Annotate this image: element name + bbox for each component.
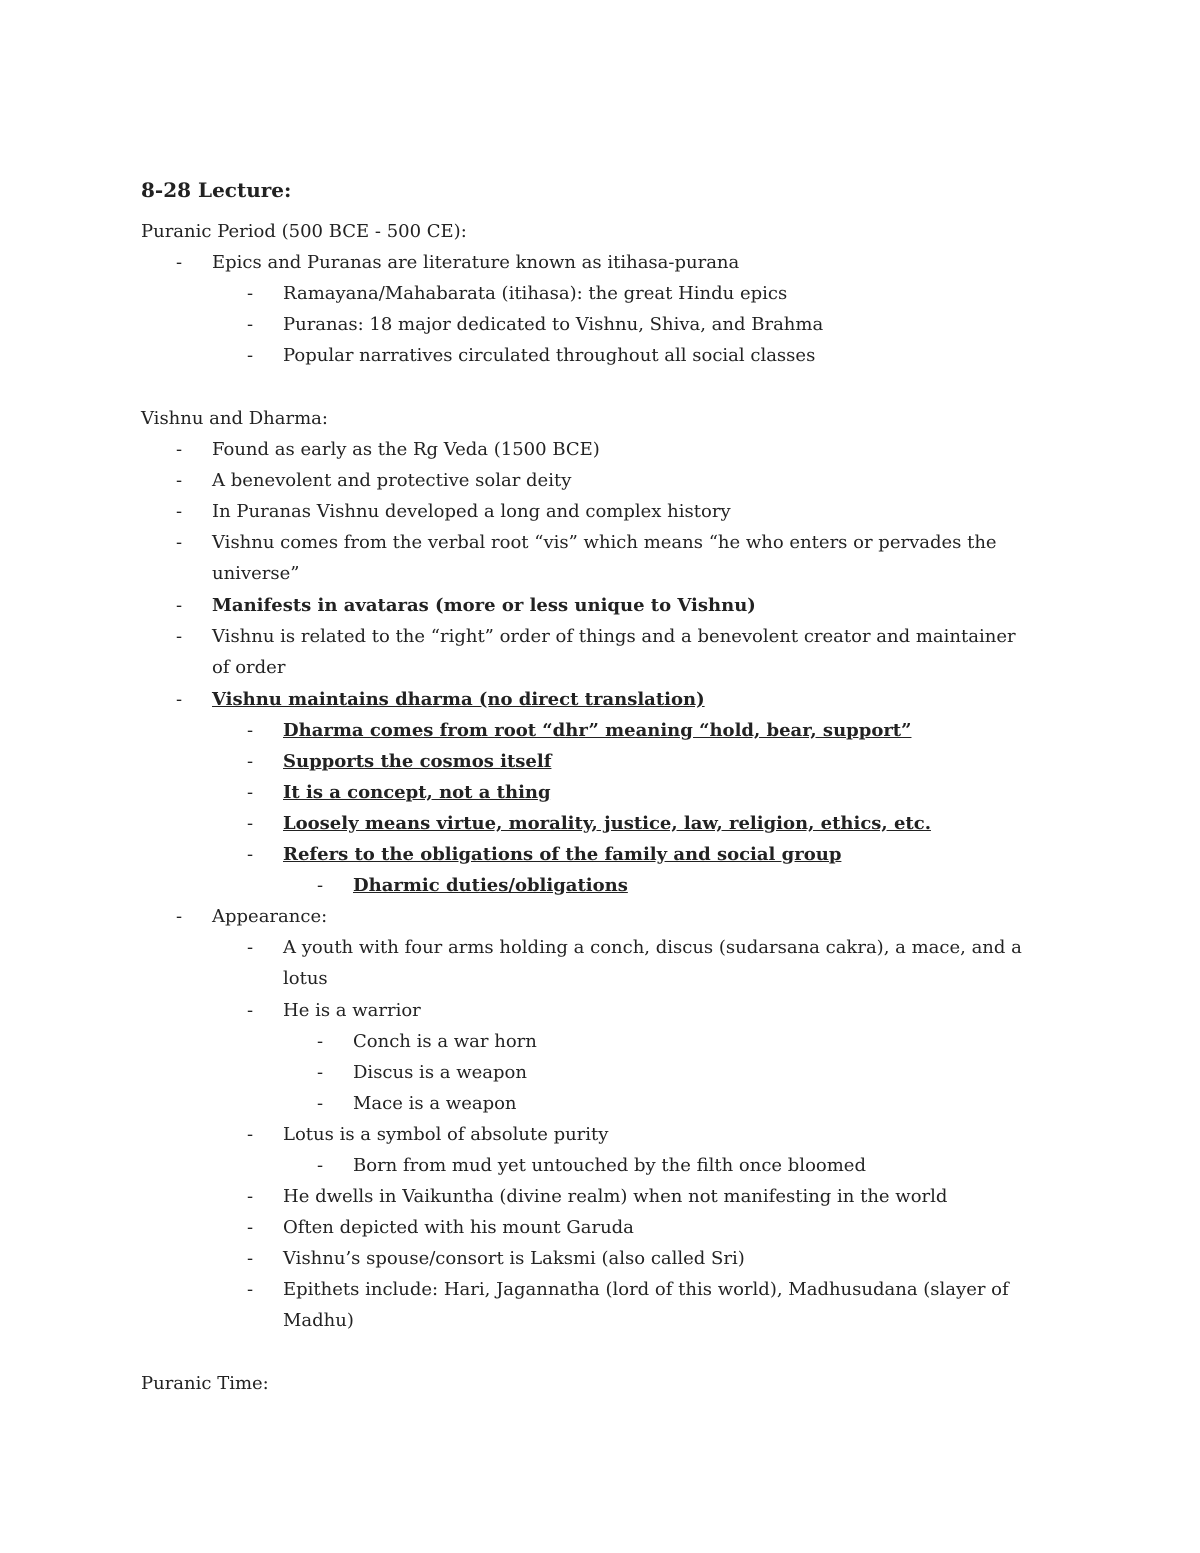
bullet-dash: - — [176, 439, 183, 460]
bullet-dash: - — [176, 470, 183, 491]
section-heading-vishnu-dharma: Vishnu and Dharma: — [141, 408, 328, 429]
bullet-dash: - — [247, 314, 254, 335]
bullet-dash: - — [247, 345, 254, 366]
bullet-dash: - — [247, 1248, 254, 1269]
bullet-dash: - — [247, 1000, 254, 1021]
bullet-dash: - — [176, 252, 183, 273]
bullet-dash: - — [247, 1186, 254, 1207]
bullet-dash: - — [247, 844, 254, 865]
bullet-dash: - — [317, 1062, 324, 1083]
bullet-dash: - — [317, 1093, 324, 1114]
bullet-dash: - — [247, 937, 254, 958]
bullet-dash: - — [247, 782, 254, 803]
bullet-dash: - — [247, 720, 254, 741]
section-heading-puranic-time: Puranic Time: — [141, 1373, 269, 1394]
bullet-dash: - — [176, 501, 183, 522]
bullet-dash: - — [317, 1155, 324, 1176]
bullet-dash: - — [247, 751, 254, 772]
bullet-dash: - — [247, 813, 254, 834]
lecture-title: 8-28 Lecture: — [141, 178, 292, 202]
document-page: 8-28 Lecture: Puranic Period (500 BCE - 500 CE): - Epics and Puranas are literature known as itihasa-purana - Ramayana/Mahabarata (itihasa): the great Hindu epics - Puranas: 18 major dedicated to Vishnu, Shiva, and Brahma - Popular narratives circulated throughout all social classes Vishnu and Dharma: - Found as early as the Rg Veda (1500 BCE) - A benevolent and protective solar deity - In Puranas Vishnu developed a long and complex history - Vishnu comes from the verbal root “vis” which means “he who enters or pervades the universe” - Manifests in avataras (more or less unique to Vishnu) - Vishnu is related to the “right” order of things and a benevolent creator and maintainer of order - Vishnu maintains dharma (no direct translation) - Dharma comes from root “dhr” meaning “hold, bear, support” - Supports the cosmos itself - It is a concept, not a thing - Loosely means virtue, morality, justice, law, religion, ethics, etc. - Refers to the obligations of the family and social group - Dharmic duties/obligations - Appearance: - A youth with four arms holding a conch, discus (sudarsana cakra), a mace, and a lotus - He is a warrior - Conch is a war horn - Discus is a weapon - Mace is a weapon - Lotus is a symbol of absolute purity - Born from mud yet untouched by the filth once bloomed - He dwells in Vaikuntha (divine realm) when not manifesting in the world - Often depicted with his mount Garuda - Vishnu’s spouse/consort is Laksmi (also called Sri) - Epithets include: Hari, Jagannatha (lord of this world), Madhusudana (slayer of Madhu) Puranic Time: — [0, 0, 1200, 1553]
bullet-dash: - — [247, 283, 254, 304]
bullet-dash: - — [176, 689, 183, 710]
bullet-dash: - — [176, 595, 183, 616]
bullet-dash: - — [176, 626, 183, 647]
bullet-dash: - — [247, 1217, 254, 1238]
bullet-dash: - — [176, 532, 183, 553]
section-heading-puranic-period: Puranic Period (500 BCE - 500 CE): — [141, 221, 467, 242]
bullet-dash: - — [247, 1279, 254, 1300]
bullet-dash: - — [317, 1031, 324, 1052]
bullet-dash: - — [247, 1124, 254, 1145]
bullet-dash: - — [176, 906, 183, 927]
bullet-dash: - — [317, 875, 324, 896]
